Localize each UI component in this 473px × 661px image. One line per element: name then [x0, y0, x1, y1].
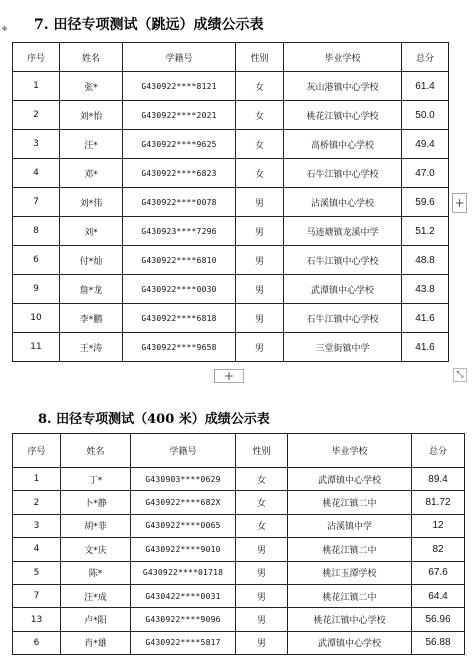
cell-school: 武潭镇中心学校: [288, 631, 412, 654]
cell-index: 2: [13, 101, 60, 130]
cell-student-id: G430922****6818: [123, 304, 236, 333]
cell-index: 7: [13, 584, 61, 607]
cell-student-id: G430922****01718: [131, 561, 236, 584]
cell-index: 2: [13, 491, 61, 514]
cell-school: 石牛江镇中心学校: [284, 159, 402, 188]
header-gender: 性别: [236, 43, 284, 72]
cell-school: 桃花江镇二中: [288, 538, 412, 561]
cell-student-id: G430922****0065: [131, 514, 236, 537]
cell-student-id: G430922****9658: [123, 333, 236, 362]
cell-school: 桃花江镇中心学校: [288, 608, 412, 631]
cell-index: 3: [13, 514, 61, 537]
cell-gender: 女: [236, 130, 284, 159]
cell-school: 桃花江镇二中: [288, 491, 412, 514]
cell-score: 49.4: [402, 130, 449, 159]
cell-school: 灰山港镇中心学校: [284, 72, 402, 101]
cell-index: 10: [13, 304, 60, 333]
cell-score: 82: [412, 538, 465, 561]
cell-gender: 女: [236, 101, 284, 130]
cell-student-id: G430922****0078: [123, 188, 236, 217]
table-row: [13, 217, 449, 246]
cell-gender: 男: [236, 584, 288, 607]
cell-student-id: G430422****0031: [131, 584, 236, 607]
table-row: [13, 631, 465, 654]
cell-index: 11: [13, 333, 60, 362]
cell-name: 文*庆: [61, 538, 131, 561]
header-index: 序号: [13, 43, 60, 72]
cell-index: 4: [13, 159, 60, 188]
cell-school: 石牛江镇中心学校: [284, 246, 402, 275]
cell-school: 武潭镇中心学校: [284, 275, 402, 304]
table-row: [13, 130, 449, 159]
section-title-400m: 8. 田径专项测试（400 米）成绩公示表: [38, 412, 270, 427]
table-row: [13, 304, 449, 333]
cell-gender: 男: [236, 333, 284, 362]
cell-name: 邓*: [60, 159, 123, 188]
table-row: [13, 468, 465, 491]
header-student-id: 学籍号: [131, 434, 236, 468]
add-row-button[interactable]: +: [214, 369, 244, 383]
table-row: [13, 333, 449, 362]
cell-school: 高桥镇中心学校: [284, 130, 402, 159]
section-title-long-jump: 7. 田径专项测试（跳远）成绩公示表: [34, 17, 264, 33]
table-row: [13, 538, 465, 561]
cell-gender: 男: [236, 188, 284, 217]
cell-school: 石牛江镇中心学校: [284, 304, 402, 333]
cell-score: 51.2: [402, 217, 449, 246]
table-row: [13, 188, 449, 217]
cell-score: 48.8: [402, 246, 449, 275]
cell-score: 64.4: [412, 584, 465, 607]
cell-gender: 男: [236, 246, 284, 275]
cell-name: 付*灿: [60, 246, 123, 275]
header-score: 总分: [412, 434, 465, 468]
header-name: 姓名: [60, 43, 123, 72]
cell-score: 89.4: [412, 468, 465, 491]
cell-school: 武潭镇中心学校: [288, 468, 412, 491]
cell-name: 汪*成: [61, 584, 131, 607]
cell-student-id: G430923****7296: [123, 217, 236, 246]
cell-name: 肖*雄: [61, 631, 131, 654]
cell-student-id: G430922****5817: [131, 631, 236, 654]
cell-gender: 女: [236, 514, 288, 537]
cell-index: 8: [13, 217, 60, 246]
cell-gender: 男: [236, 631, 288, 654]
cell-school: 沾溪镇中学: [288, 514, 412, 537]
cell-score: 41.6: [402, 304, 449, 333]
table-row: [13, 72, 449, 101]
cell-name: 王*涛: [60, 333, 123, 362]
table-row: [13, 514, 465, 537]
table-row: [13, 159, 449, 188]
cell-index: 1: [13, 72, 60, 101]
header-school: 毕业学校: [288, 434, 412, 468]
cell-name: 刘*怡: [60, 101, 123, 130]
cell-index: 6: [13, 246, 60, 275]
cell-score: 12: [412, 514, 465, 537]
cell-index: 13: [13, 608, 61, 631]
header-school: 毕业学校: [284, 43, 402, 72]
cell-gender: 女: [236, 72, 284, 101]
cell-student-id: G430922****6823: [123, 159, 236, 188]
cell-score: 56.88: [412, 631, 465, 654]
400m-results-table: [12, 433, 465, 655]
cell-index: 6: [13, 631, 61, 654]
header-gender: 性别: [236, 434, 288, 468]
header-student-id: 学籍号: [123, 43, 236, 72]
cell-gender: 男: [236, 608, 288, 631]
cell-index: 1: [13, 468, 61, 491]
table-row: [13, 561, 465, 584]
cell-name: 卜*静: [61, 491, 131, 514]
cell-name: 陈*: [61, 561, 131, 584]
cell-score: 47.0: [402, 159, 449, 188]
cell-gender: 女: [236, 159, 284, 188]
cell-student-id: G430922****9096: [131, 608, 236, 631]
table-row: [13, 608, 465, 631]
cell-school: 桃花江镇二中: [288, 584, 412, 607]
cell-student-id: G430922****9625: [123, 130, 236, 159]
cell-gender: 男: [236, 217, 284, 246]
table-move-handle-icon[interactable]: ✥: [1, 25, 8, 33]
cell-name: 刘*伟: [60, 188, 123, 217]
cell-gender: 男: [236, 561, 288, 584]
cell-school: 桃江玉潭学校: [288, 561, 412, 584]
cell-gender: 女: [236, 468, 288, 491]
cell-student-id: G430922****9010: [131, 538, 236, 561]
cell-score: 41.6: [402, 333, 449, 362]
cell-student-id: G430922****8121: [123, 72, 236, 101]
cell-school: 桃花江镇中心学校: [284, 101, 402, 130]
cell-school: 沾溪镇中心学校: [284, 188, 402, 217]
cell-score: 56.96: [412, 608, 465, 631]
table-row: [13, 101, 449, 130]
cell-name: 卢*阳: [61, 608, 131, 631]
cell-name: 张*: [60, 72, 123, 101]
resize-handle-icon[interactable]: ⤡: [453, 368, 467, 382]
table-header-row: [13, 43, 449, 72]
add-column-button[interactable]: +: [452, 193, 467, 213]
cell-score: 67.6: [412, 561, 465, 584]
cell-index: 4: [13, 538, 61, 561]
cell-student-id: G430903****0629: [131, 468, 236, 491]
cell-student-id: G430922****0030: [123, 275, 236, 304]
long-jump-results-table: [12, 42, 449, 362]
cell-score: 50.0: [402, 101, 449, 130]
cell-index: 9: [13, 275, 60, 304]
cell-gender: 女: [236, 491, 288, 514]
cell-score: 43.8: [402, 275, 449, 304]
cell-name: 李*鹏: [60, 304, 123, 333]
cell-score: 59.6: [402, 188, 449, 217]
cell-name: 汪*: [60, 130, 123, 159]
table-row: [13, 275, 449, 304]
cell-gender: 男: [236, 304, 284, 333]
cell-student-id: G430922****2021: [123, 101, 236, 130]
cell-index: 7: [13, 188, 60, 217]
header-index: 序号: [13, 434, 61, 468]
cell-school: 三堂街镇中学: [284, 333, 402, 362]
table-header-row: [13, 434, 465, 468]
cell-gender: 男: [236, 538, 288, 561]
cell-name: 胡*菲: [61, 514, 131, 537]
table-row: [13, 584, 465, 607]
cell-gender: 男: [236, 275, 284, 304]
cell-student-id: G430922****6810: [123, 246, 236, 275]
header-name: 姓名: [61, 434, 131, 468]
cell-name: 丁*: [61, 468, 131, 491]
cell-name: 刘*: [60, 217, 123, 246]
cell-index: 5: [13, 561, 61, 584]
cell-school: 马迹塘镇龙溪中学: [284, 217, 402, 246]
cell-index: 3: [13, 130, 60, 159]
header-score: 总分: [402, 43, 449, 72]
cell-score: 81.72: [412, 491, 465, 514]
cell-student-id: G430922****682X: [131, 491, 236, 514]
table-row: [13, 246, 449, 275]
table-row: [13, 491, 465, 514]
cell-score: 61.4: [402, 72, 449, 101]
cell-name: 詹*龙: [60, 275, 123, 304]
